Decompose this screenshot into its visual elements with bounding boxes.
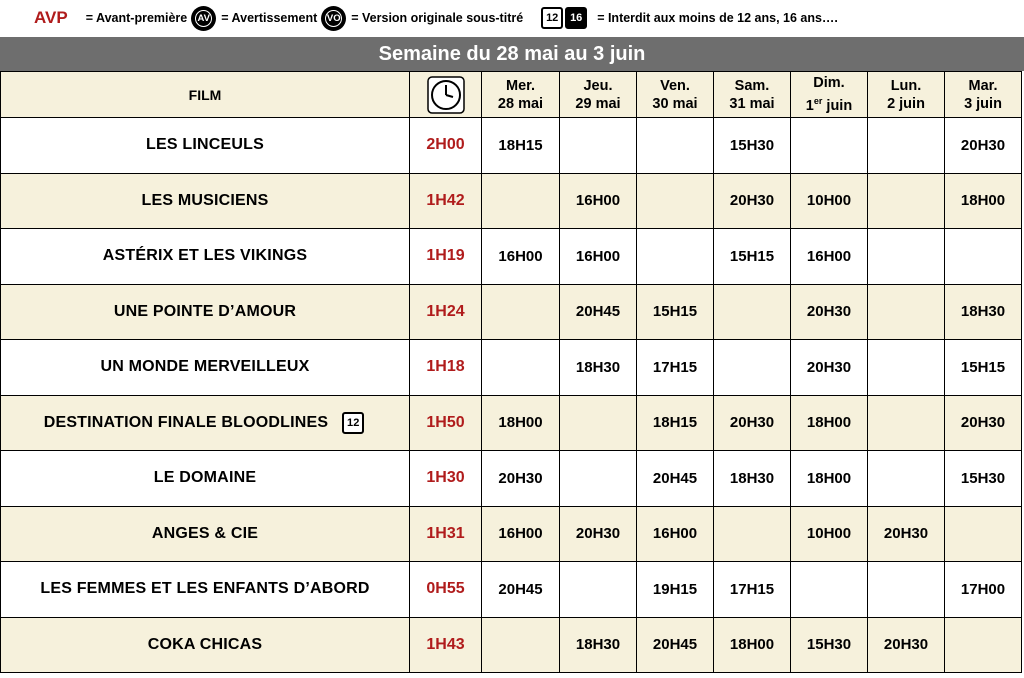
showtime-cell: 18H00 [482,395,560,451]
showtime-cell: 17H15 [637,340,714,396]
film-duration: 1H31 [410,506,482,562]
showtime-cell [868,284,945,340]
film-row [1,340,1022,396]
film-title-cell [1,118,410,174]
age-text: = Interdit aux moins de 12 ans, 16 ans…. [597,11,838,25]
showtime-cell [714,340,791,396]
showtime-cell: 15H15 [714,229,791,285]
showtime-cell [482,284,560,340]
showtime-cell [637,173,714,229]
av-badge-icon: AV [191,6,216,31]
age-12-badge-icon: 12 [342,412,364,434]
showtime-cell: 18H00 [945,173,1022,229]
showtime-cell [637,229,714,285]
showtime-cell [482,173,560,229]
film-title-cell [1,340,410,396]
film-title: LES MUSICIENS [141,191,269,209]
showtime-cell: 18H15 [482,118,560,174]
film-title-cell [1,562,410,618]
showtime-cell: 16H00 [637,506,714,562]
showtime-cell: 17H15 [714,562,791,618]
avp-text: = Avant-première [85,11,188,25]
legend-bar [0,0,1024,36]
showtime-cell: 20H30 [560,506,637,562]
showtime-cell: 20H30 [868,617,945,673]
showtime-cell: 20H30 [714,173,791,229]
vo-badge-icon: VO [321,6,346,31]
showtime-cell: 18H00 [714,617,791,673]
showtime-cell [791,562,868,618]
showtime-cell [560,451,637,507]
film-row [1,284,1022,340]
showtime-cell [560,395,637,451]
day-header-wed: Mer. 28 mai [482,72,560,118]
showtime-cell [637,118,714,174]
film-row [1,173,1022,229]
showtime-cell: 18H00 [791,451,868,507]
film-title-cell [1,617,410,673]
showtime-cell: 10H00 [791,506,868,562]
showtime-cell [868,229,945,285]
showtime-cell [868,395,945,451]
day-header-mon: Lun. 2 juin [868,72,945,118]
showtime-cell [560,562,637,618]
showtime-cell [868,340,945,396]
showtime-cell: 20H45 [637,617,714,673]
film-duration: 2H00 [410,118,482,174]
showtime-cell [482,340,560,396]
showtime-cell [560,118,637,174]
duration-column-header [410,72,482,118]
film-title: ASTÉRIX ET LES VIKINGS [102,247,308,265]
header-row [1,72,1022,118]
showtime-cell [945,229,1022,285]
film-duration: 0H55 [410,562,482,618]
film-title: DESTINATION FINALE BLOODLINES [43,413,329,431]
day-header-tue: Mar. 3 juin [945,72,1022,118]
showtime-cell: 15H30 [945,451,1022,507]
film-title: LES FEMMES ET LES ENFANTS D’ABORD [40,580,370,598]
schedule-table [0,71,1022,673]
film-title: COKA CHICAS [147,635,263,653]
film-row [1,395,1022,451]
week-banner: Semaine du 28 mai au 3 juin [0,37,1024,71]
showtime-cell [482,617,560,673]
showtime-cell: 16H00 [560,229,637,285]
showtime-cell: 20H30 [868,506,945,562]
showtime-cell: 16H00 [560,173,637,229]
showtime-cell: 18H30 [714,451,791,507]
film-title-cell [1,395,410,451]
film-duration: 1H50 [410,395,482,451]
film-title: LES LINCEULS [146,136,264,154]
showtime-cell: 18H30 [945,284,1022,340]
film-row [1,617,1022,673]
film-duration: 1H42 [410,173,482,229]
film-duration: 1H24 [410,284,482,340]
clock-icon [427,76,465,114]
showtime-cell: 16H00 [482,229,560,285]
showtime-cell [714,284,791,340]
film-row [1,562,1022,618]
showtime-cell: 20H30 [791,340,868,396]
day-header-fri: Ven. 30 mai [637,72,714,118]
showtime-cell: 20H30 [482,451,560,507]
showtime-cell: 20H30 [714,395,791,451]
age-12-badge-icon: 12 [541,7,563,29]
film-duration: 1H18 [410,340,482,396]
day-header-thu: Jeu. 29 mai [560,72,637,118]
film-column-header: FILM [1,72,410,118]
film-row [1,229,1022,285]
showtime-cell: 20H30 [945,395,1022,451]
showtime-cell [945,506,1022,562]
showtime-cell: 16H00 [791,229,868,285]
showtime-cell: 20H30 [945,118,1022,174]
film-row [1,506,1022,562]
showtime-cell: 18H00 [791,395,868,451]
film-duration: 1H19 [410,229,482,285]
showtime-cell: 20H45 [482,562,560,618]
film-row [1,118,1022,174]
showtime-cell: 10H00 [791,173,868,229]
film-title: LE DOMAINE [153,469,257,487]
showtime-cell [714,506,791,562]
film-title-cell [1,284,410,340]
film-title-cell [1,506,410,562]
film-title: UN MONDE MERVEILLEUX [100,358,310,376]
showtime-cell: 18H15 [637,395,714,451]
showtime-cell: 18H30 [560,340,637,396]
film-row [1,451,1022,507]
showtime-cell [945,617,1022,673]
day-header-sun: Dim. 1er juin [791,72,868,118]
avp-label: AVP [34,8,68,27]
showtime-cell [868,562,945,618]
showtime-cell [868,173,945,229]
film-title: ANGES & CIE [151,524,259,542]
film-title-cell [1,229,410,285]
age-16-badge-icon: 16 [565,7,587,29]
showtime-cell [868,118,945,174]
film-title-cell [1,451,410,507]
film-title: UNE POINTE D’AMOUR [113,302,297,320]
vo-text: = Version originale sous-titré [351,11,524,25]
film-title-cell [1,173,410,229]
showtime-cell: 18H30 [560,617,637,673]
av-text: = Avertissement [221,11,318,25]
showtime-cell: 20H30 [791,284,868,340]
showtime-cell: 15H30 [714,118,791,174]
day-header-sat: Sam. 31 mai [714,72,791,118]
showtime-cell: 15H15 [637,284,714,340]
showtime-cell: 19H15 [637,562,714,618]
film-duration: 1H43 [410,617,482,673]
showtime-cell [868,451,945,507]
showtime-cell: 15H30 [791,617,868,673]
showtime-cell: 15H15 [945,340,1022,396]
showtime-cell: 20H45 [637,451,714,507]
showtime-cell: 16H00 [482,506,560,562]
showtime-cell [791,118,868,174]
showtime-cell: 17H00 [945,562,1022,618]
showtime-cell: 20H45 [560,284,637,340]
film-duration: 1H30 [410,451,482,507]
